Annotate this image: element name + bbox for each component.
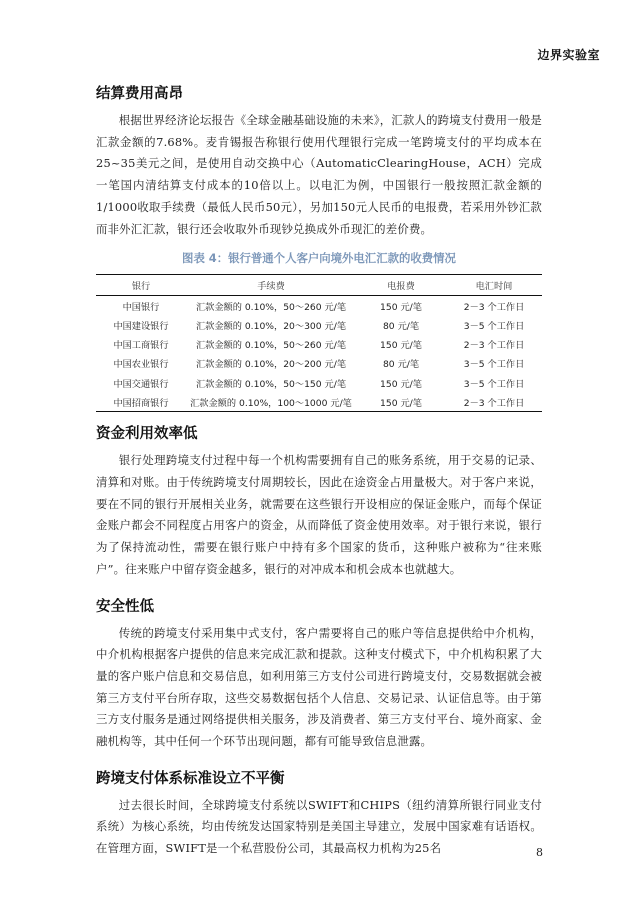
- section-title-standards: 跨境支付体系标准设立不平衡: [96, 770, 285, 787]
- cell-time: 3－5 个工作日: [463, 378, 525, 390]
- cell-fee: 汇款金额的 0.10%，50～150 元/笔: [195, 378, 347, 390]
- table-row: [96, 354, 542, 373]
- cell-telegraph: 150 元/笔: [356, 392, 446, 412]
- cell-telegraph: 80 元/笔: [382, 321, 420, 332]
- table-row: [96, 296, 542, 316]
- table-row: [96, 335, 542, 354]
- cell-telegraph: 80 元/笔: [382, 359, 420, 371]
- table-row: [96, 392, 542, 412]
- cell-time: 3－5 个工作日: [463, 359, 525, 371]
- cell-fee: 汇款金额的 0.10%，50～260 元/笔: [195, 301, 347, 313]
- cell-bank: 中国招商银行: [96, 392, 186, 412]
- page-number: 8: [536, 846, 543, 859]
- col-header-bank: 银行: [96, 275, 186, 296]
- cell-fee: 汇款金额的 0.10%，100～1000 元/笔: [186, 392, 356, 412]
- col-header-fee: 手续费: [186, 275, 356, 296]
- section-title-security: 安全性低: [96, 598, 154, 615]
- cell-telegraph: 150 元/笔: [380, 340, 422, 352]
- cell-fee: 汇款金额的 0.10%，50～260 元/笔: [195, 340, 347, 352]
- cell-fee: 汇款金额的 0.10%，20～300 元/笔: [195, 321, 347, 332]
- cell-telegraph: 150 元/笔: [380, 301, 422, 313]
- table-row: [96, 373, 542, 392]
- cell-bank: 中国银行: [122, 301, 160, 313]
- figure-title: 图表 4：银行普通个人客户向境外电汇汇款的收费情况: [182, 251, 456, 266]
- col-header-telegraph: 电报费: [356, 275, 446, 296]
- cell-time: 2－3 个工作日: [446, 392, 542, 412]
- paragraph-capital-efficiency: 银行处理跨境支付过程中每一个机构需要拥有自己的账务系统，用于交易的记录、清算和对账。由于传统跨境支付周期较长，因此在途资金占用量极大。对于客户来说，要在不同的银行开展相关业务，就需要在这些银行开设相应的保证金账户，而每个保证金账户都会不同程度占用客户的资金，从而降低了资金使用效率。对于银行来说，银行为了保持流动性，需要在银行账户中持有多个国家的货币，这种账户被称为“往来账户”。往来账户中留存资金越多，银行的对冲成本和机会成本也就越大。: [96, 453, 542, 576]
- paragraph-settlement-cost: 根据世界经济论坛报告《全球金融基础设施的未来》，汇款人的跨境支付费用一般是汇款金额的7.68%。麦肯锡报告称银行使用代理银行完成一笔跨境支付的平均成本在25~35美元之间，是使用自动交换中心（AutomaticClearingHouse，ACH）完成一笔国内清结算支付成本的10倍以上。以电汇为例，中国银行一般按照汇款金额的1/1000收取手续费（最低人民币50元），另加150元人民币的电报费，若采用外钞汇款而非外汇汇款，银行还会收取外币现钞兑换成外币现汇的差价费。: [96, 113, 542, 236]
- paragraph-standards: 过去很长时间，全球跨境支付系统以SWIFT和CHIPS（纽约清算所银行同业支付系统）为核心系统，均由传统发达国家特别是美国主导建立，发展中国家难有话语权。在管理方面，SWIFT是一个私营股份公司，其最高权力机构为25名: [96, 797, 542, 856]
- document-body: [96, 84, 542, 860]
- cell-time: 2－3 个工作日: [463, 340, 525, 352]
- cell-time: 3－5 个工作日: [463, 321, 525, 332]
- section-title-settlement-cost: 结算费用高昂: [96, 86, 183, 102]
- table-header-row: [96, 275, 542, 296]
- cell-fee: 汇款金额的 0.10%，20～200 元/笔: [195, 359, 347, 371]
- paragraph-security: 传统的跨境支付采用集中式支付，客户需要将自己的账户等信息提供给中介机构，中介机构根据客户提供的信息来完成汇款和提款。这种支付模式下，中介机构积累了大量的客户账户信息和交易信息，如利用第三方支付公司进行跨境支付，交易数据就会被第三方支付平台所存取，这些交易数据包括个人信息、交易记录、认证信息等。由于第三方支付服务是通过网络提供相关服务，涉及消费者、第三方支付平台、境外商家、金融机构等，其中任何一个环节出现问题，都有可能导致信息泄露。: [96, 625, 542, 749]
- cell-time: 2－3 个工作日: [463, 301, 525, 313]
- cell-bank: 中国农业银行: [113, 359, 169, 371]
- section-title-capital-efficiency: 资金利用效率低: [96, 426, 198, 443]
- cell-bank: 中国交通银行: [113, 378, 169, 390]
- brand-logo: 边界实验室: [537, 48, 600, 62]
- col-header-time: 电汇时间: [446, 275, 542, 296]
- cell-bank: 中国工商银行: [113, 340, 169, 352]
- table-row: [96, 315, 542, 334]
- fee-table: [96, 274, 542, 412]
- cell-bank: 中国建设银行: [113, 321, 169, 332]
- cell-telegraph: 150 元/笔: [380, 378, 422, 390]
